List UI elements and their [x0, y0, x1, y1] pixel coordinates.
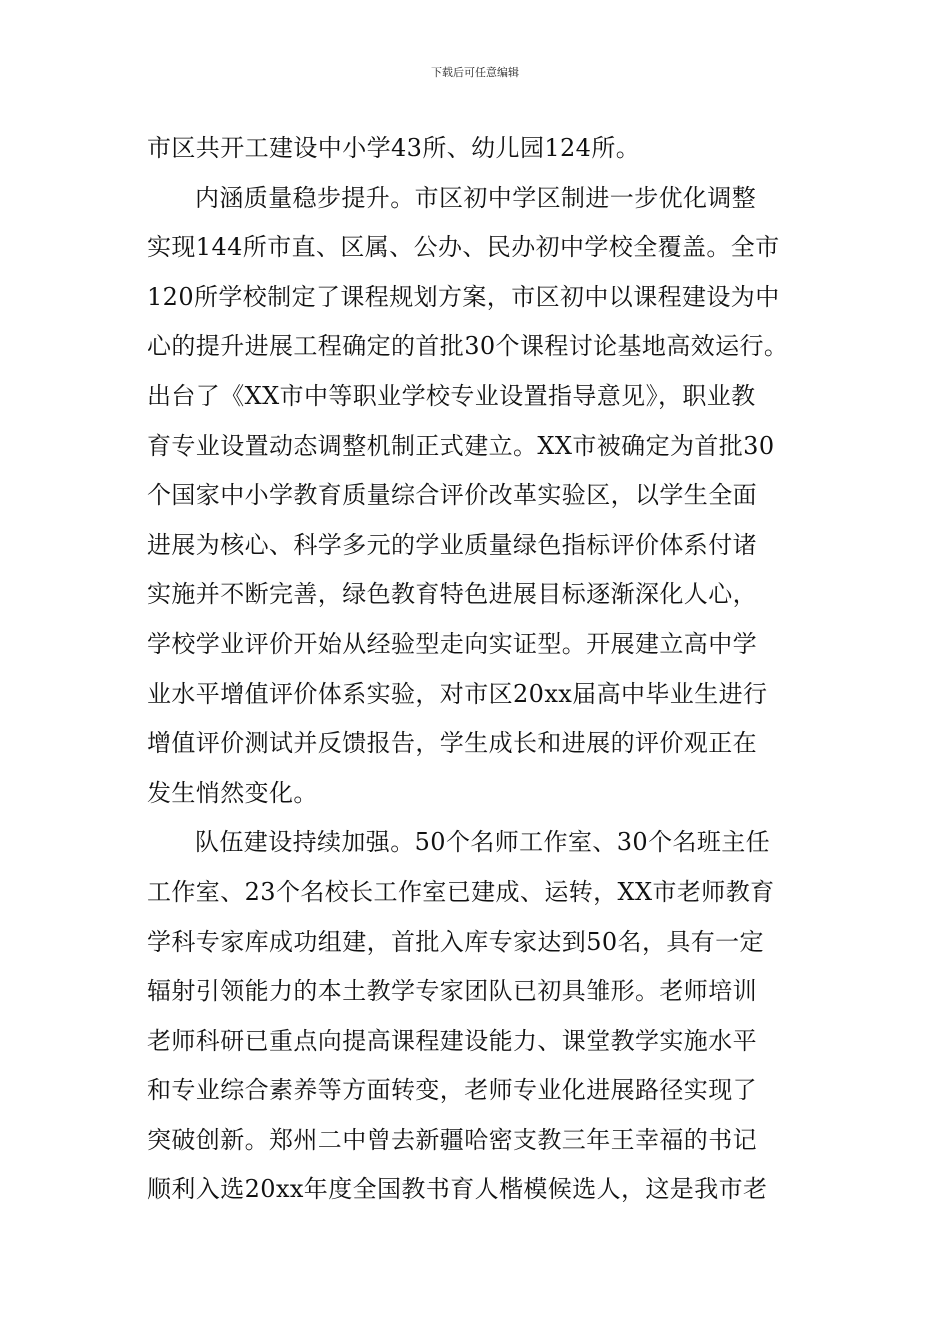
body-text	[147, 124, 809, 1215]
text-line: 心的提升进展工程确定的首批30个课程讨论基地高效运行。	[147, 332, 789, 361]
text-line: 顺利入选20xx年度全国教书育人楷模候选人，这是我市老	[147, 1175, 768, 1204]
text-line: 育专业设置动态调整机制正式建立。XX市被确定为首批30	[147, 431, 775, 460]
text-line: 出台了《XX市中等职业学校专业设置指导意见》，职业教	[147, 381, 756, 410]
text-line: 和专业综合素养等方面转变，老师专业化进展路径实现了	[147, 1076, 757, 1105]
text-line: 增值评价测试并反馈报告，学生成长和进展的评价观正在	[147, 729, 757, 758]
text-line: 突破创新。郑州二中曾去新疆哈密支教三年王幸福的书记	[147, 1125, 757, 1154]
text-line: 实施并不断完善，绿色教育特色进展目标逐渐深化人心，	[147, 580, 757, 609]
text-line: 学校学业评价开始从经验型走向实证型。开展建立高中学	[147, 629, 757, 658]
text-line: 工作室、23个名校长工作室已建成、运转，XX市老师教育	[147, 877, 775, 906]
text-line: 个国家中小学教育质量综合评价改革实验区，以学生全面	[147, 481, 757, 510]
text-line: 学科专家库成功组建，首批入库专家达到50名，具有一定	[147, 927, 764, 956]
text-line: 辐射引领能力的本土教学专家团队已初具雏形。老师培训	[147, 977, 757, 1006]
text-line: 业水平增值评价体系实验，对市区20xx届高中毕业生进行	[147, 679, 768, 708]
text-line: 进展为核心、科学多元的学业质量绿色指标评价体系付诸	[147, 530, 757, 559]
text-line: 发生悄然变化。	[147, 778, 318, 807]
page-header: 下载后可任意编辑	[431, 66, 519, 79]
text-line: 实现144所市直、区属、公办、民办初中学校全覆盖。全市	[147, 233, 780, 262]
text-line: 市区共开工建设中小学43所、幼儿园124所。	[147, 134, 641, 162]
paragraph-start-line: 队伍建设持续加强。50个名师工作室、30个名班主任	[195, 828, 771, 857]
text-line: 120所学校制定了课程规划方案，市区初中以课程建设为中	[147, 282, 780, 311]
text-line: 老师科研已重点向提高课程建设能力、课堂教学实施水平	[147, 1026, 757, 1055]
paragraph-start-line: 内涵质量稳步提升。市区初中学区制进一步优化调整	[195, 183, 757, 212]
